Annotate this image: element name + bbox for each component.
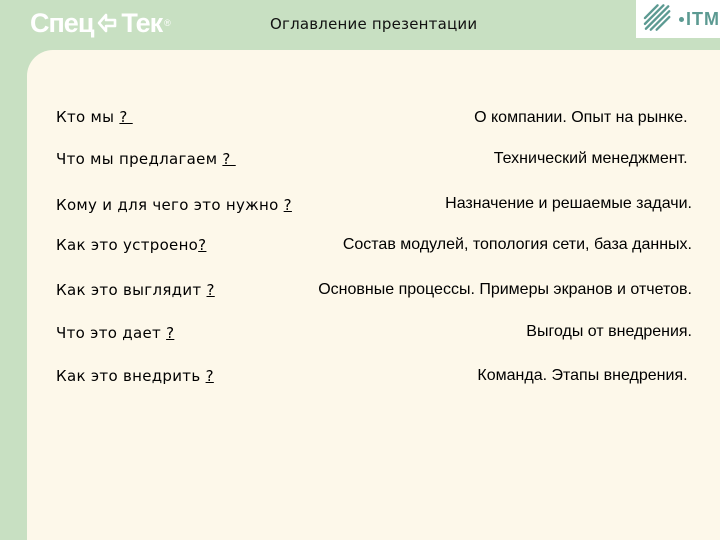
question-mark: ? [283, 196, 292, 214]
question-mark: ? [119, 108, 133, 126]
question-mark: ? [206, 281, 215, 299]
itm-stripes-icon [642, 2, 675, 36]
question-7: Как это внедрить ? [56, 367, 214, 385]
question-4: Как это устроено? [56, 236, 207, 254]
answer-5: Основные процессы. Примеры экранов и отчетов. [318, 281, 692, 298]
logo-left-part1: Спец [30, 7, 94, 38]
answer-2: Технический менеджмент. [493, 150, 692, 167]
question-2: Что мы предлагаем ? [56, 150, 236, 168]
itm-logo-text: ITM [686, 8, 720, 29]
question-mark: ? [222, 150, 236, 168]
question-mark: ? [198, 236, 207, 254]
logo-left-reg: ® [164, 18, 170, 28]
answer-1: О компании. Опыт на рынке. [474, 109, 692, 126]
question-mark: ? [166, 324, 175, 342]
question-mark: ? [205, 367, 214, 385]
itm-dot-icon [679, 17, 684, 22]
question-6: Что это дает ? [56, 324, 175, 342]
question-5: Как это выглядит ? [56, 281, 215, 299]
logo-mark-icon [96, 10, 118, 36]
answer-6: Выгоды от внедрения. [526, 323, 692, 340]
question-1: Кто мы ? [56, 108, 133, 126]
itm-logo [636, 0, 720, 38]
logo-left-part2: Тек [121, 7, 163, 38]
answer-7: Команда. Этапы внедрения. [477, 367, 692, 384]
question-3: Кому и для чего это нужно ? [56, 196, 292, 214]
page-title: Оглавление презентации [270, 15, 478, 33]
answer-3: Назначение и решаемые задачи. [445, 195, 692, 212]
spectek-logo [30, 6, 170, 40]
answer-4: Состав модулей, топология сети, база данных. [342, 236, 692, 253]
